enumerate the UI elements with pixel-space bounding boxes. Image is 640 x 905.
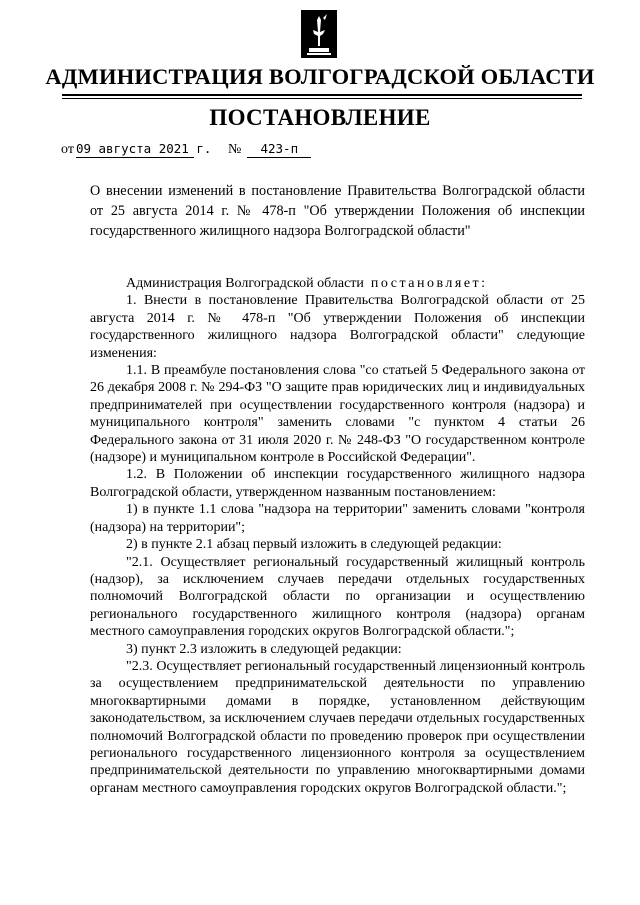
paragraph-1-2-item-3: 3) пункт 2.3 изложить в следующей редакции: [126, 641, 402, 657]
paragraph-1-2-item-1: 1) в пункте 1.1 слова "надзора на территории" заменить словами "контроля (надзора) на территории"; [90, 502, 585, 535]
document-subject: О внесении изменений в постановление Правительства Волгоградской области от 25 августа 2014 г. № 478-п "Об утверждении Положения об инспекции государственного жилищного надзора Волгоградской области" [90, 183, 585, 239]
coat-of-arms-emblem [301, 10, 337, 58]
organization-title: АДМИНИСТРАЦИЯ ВОЛГОГРАДСКОЙ ОБЛАСТИ [45, 64, 595, 89]
document-date-field: 09 августа 2021 г. [75, 141, 212, 156]
paragraph-1-2: 1.2. В Положении об инспекции государственного жилищного надзора Волгоградской области, утвержденном названным постановлением: [90, 467, 585, 500]
document-number-field: 423-п [247, 141, 311, 158]
paragraph-2-3-text: "2.3. Осуществляет региональный государственный лицензионный контроль за осуществлением предпринимательской деятельности по управлению многоквартирными домами в порядке, установленном действующим законодательством, за исключением случаев передачи отдельных государственных полномочий Волгоградской области по проведению проверок при осуществлении регионального государственного лицензионного контроля за осуществлением предпринимательской деятельности по управлению многоквартирными домами органам местного самоуправления городских округов Волгоградской области."; [90, 658, 585, 796]
intro-paragraph [90, 275, 585, 292]
number-label: № [227, 142, 242, 157]
from-label: от [61, 142, 74, 157]
paragraph-1-2-item-2: 2) в пункте 2.1 абзац первый изложить в следующей редакции: [126, 537, 502, 553]
intro-verb: постановляет: [370, 276, 488, 291]
date-number-line [61, 141, 311, 158]
paragraph-1: 1. Внести в постановление Правительства Волгоградской области от 25 августа 2014 г. № 478-п "Об утверждении Положения об инспекции государственного жилищного надзора Волгоградской области" следующие изменения: [90, 293, 585, 361]
document-type-title: ПОСТАНОВЛЕНИЕ [209, 105, 431, 130]
paragraph-1-1: 1.1. В преамбуле постановления слова "со статьей 5 Федерального закона от 26 декабря 2008 г. № 294-ФЗ "О защите прав юридических лиц и индивидуальных предпринимателей при осуществлении государственного контроля (надзора) и муниципального контроля" заменить словами "с пунктом 4 статьи 26 Федерального закона от 31 июля 2020 г. № 248-ФЗ "О государственном контроле (надзоре) и муниципальном контроле в Российской Федерации". [90, 363, 585, 466]
paragraph-2-1-text: "2.1. Осуществляет региональный государственный жилищный контроль (надзор), за исключением случаев передачи отдельных государственных полномочий Волгоградской области по организации и осуществлению регионального государственного жилищного контроля (надзора) органам местного самоуправления городских округов Волгоградской области."; [90, 554, 585, 640]
intro-lead: Администрация Волгоградской области [126, 276, 364, 291]
document-body [90, 275, 585, 797]
